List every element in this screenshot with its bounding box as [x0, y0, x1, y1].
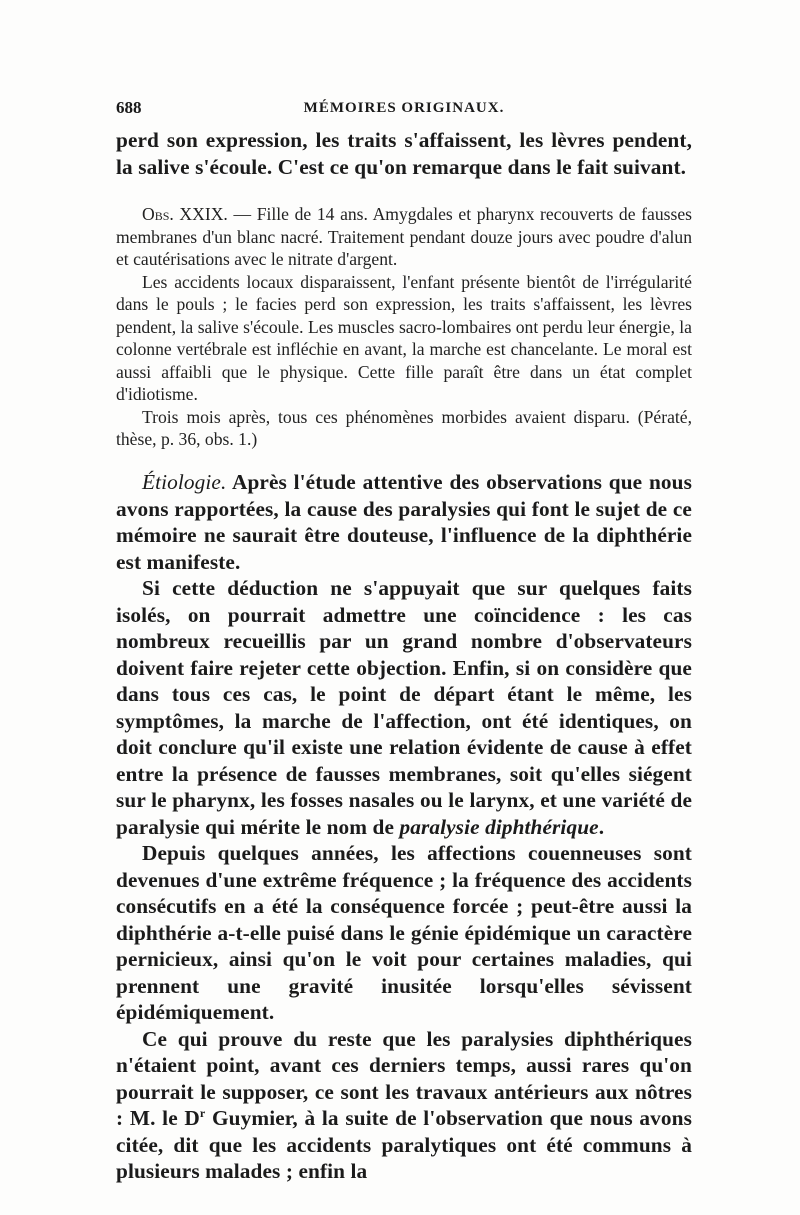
etiologie-text-2-start: Si cette déduction ne s'appuyait que sur quelques faits isolés, on pourrait admettre une coïncidence : les cas nombreux recueillis par un grand nombre d'observateurs doivent faire rejeter cette objection. Enfin, si on considère que dans tous ces cas, le point de départ étant le même, les symptômes, la marche de l'affection, ont été identiques, on doit conclure qu'il existe une relation évidente de cause à effet entre la présence de fausses membranes, soit qu'elles siégent sur le pharynx, les fosses nasales ou le larynx, et une variété de paralysie qui mérite le nom de — [116, 576, 692, 839]
etiologie-paragraph-3: Depuis quelques années, les affections couenneuses sont devenues d'une extrême fréquence ; la fréquence des accidents consécutifs en a été la conséquence forcée ; peut-être aussi la diphthérie a-t-elle puisé dans le génie épidémique un caractère pernicieux, ainsi qu'on le voit pour certaines maladies, qui prennent une gravité inusitée lorsqu'elles sévissent épidémiquement. — [116, 841, 692, 1024]
etiologie-paragraph-4 — [116, 1026, 692, 1185]
observation-paragraph-2: Les accidents locaux disparaissent, l'enfant présente bientôt de l'irrégularité dans le pouls ; le facies perd son expression, les traits s'affaissent, les lèvres pendent, la salive s'écoule. Les muscles sacro-lombaires ont perdu leur énergie, la colonne vertébrale est infléchie en avant, la marche est chancelante. Le moral est aussi affaibli que le physique. Cette fille paraît être dans un état complet d'idiotisme. — [116, 271, 692, 404]
etiologie-text-4-start: Ce qui prouve du reste que les paralysies diphthériques n'étaient point, avant ces derniers temps, aussi rares qu'on pourrait le supposer, ce sont les travaux antérieurs aux nôtres : M. le D — [116, 1026, 692, 1130]
etiologie-text-2-end: . — [598, 814, 605, 839]
intro-paragraph: perd son expression, les traits s'affaissent, les lèvres pendent, la salive s'écoule. C'est ce qu'on remarque dans le fait suivant. — [116, 128, 692, 179]
etiologie-paragraph-1 — [116, 469, 692, 575]
section-heading: Étiologie. — [142, 470, 227, 494]
observation-text: — Fille de 14 ans. Amygdales et pharynx recouverts de fausses membranes d'un blanc nacré. Traitement pendant douze jours avec poudre d'alun et cautérisations avec le nitrate d'argent. — [116, 204, 692, 269]
etiologie-paragraph-2 — [116, 575, 692, 840]
observation-paragraph — [116, 203, 692, 271]
etiologie-text-4-end: Guymier, à la suite de l'observation que nous avons citée, dit que les accidents paralytiques ont été communs à plusieurs malades ; enfin la — [116, 1106, 693, 1183]
intro-block — [116, 127, 692, 180]
paralysie-term: paralysie diphthérique — [399, 814, 599, 839]
etiologie-text-1: Après l'étude attentive des observations que nous avons rapportées, la cause des paralysies qui font le sujet de ce mémoire ne saurait être douteuse, l'influence de la diphthérie est manifeste. — [116, 470, 692, 574]
page-header — [116, 98, 692, 122]
observation-label: Obs. XXIX. — [142, 204, 228, 224]
page-number: 688 — [116, 98, 142, 117]
doctor-superscript: r — [199, 1105, 206, 1120]
running-title: MÉMOIRES ORIGINAUX. — [303, 100, 505, 116]
etiologie-section — [116, 469, 692, 1185]
observation-paragraph-3: Trois mois après, tous ces phénomènes morbides avaient disparu. (Pératé, thèse, p. 36, obs. 1.) — [116, 406, 692, 449]
observation-block — [116, 203, 692, 451]
